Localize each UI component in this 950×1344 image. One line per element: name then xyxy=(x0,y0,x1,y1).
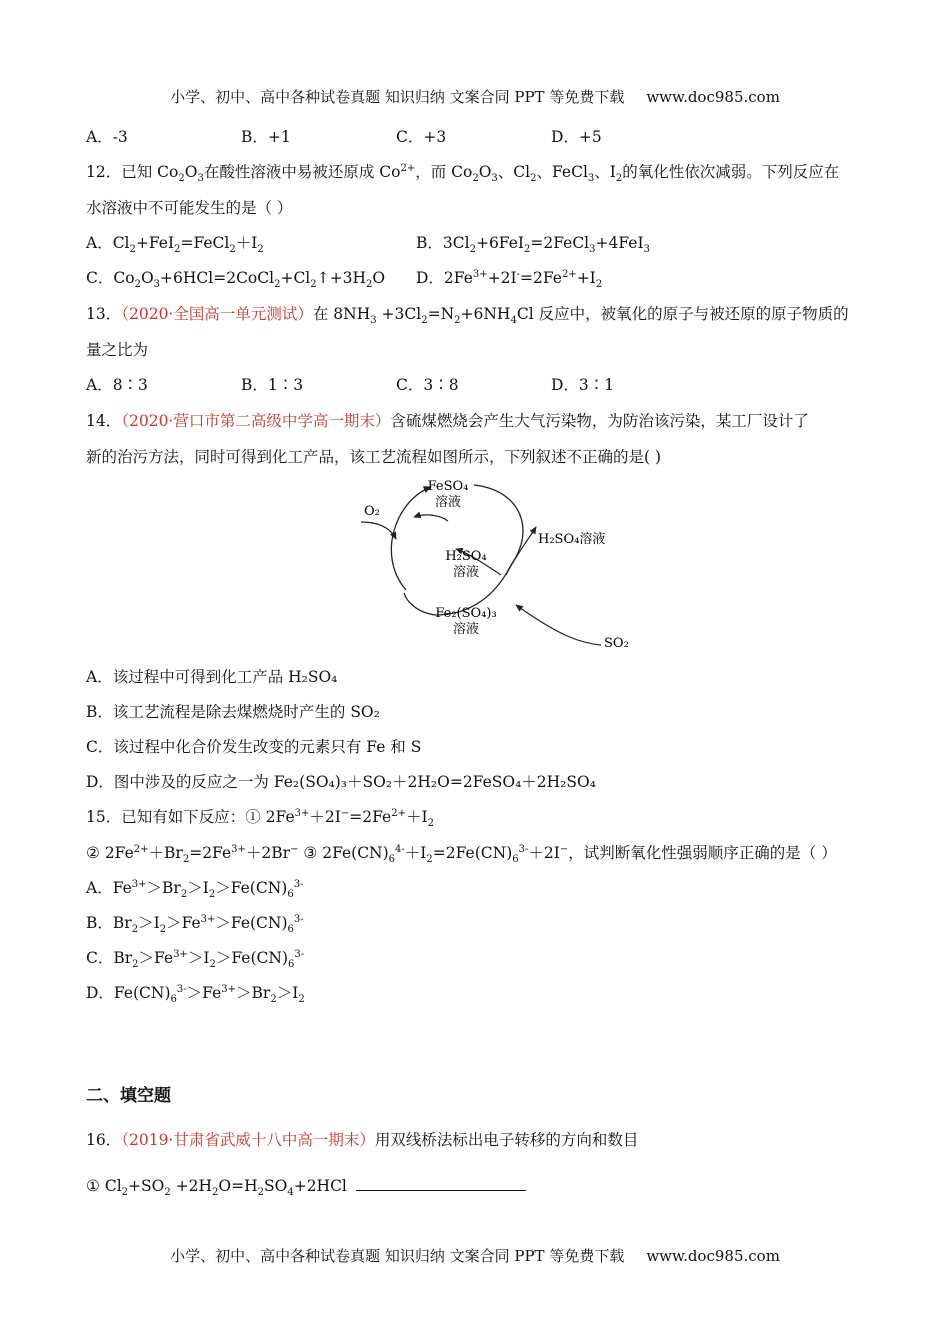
label-h2so4-mid-solution: 溶液 xyxy=(452,565,480,580)
q13-stem-line1: 13．（2020·全国高一单元测试）在 $8NH_3 +3Cl_2=N_2+6NH_4Cl$ 反应中，被氧化的原子与被还原的原子物质的 xyxy=(86,305,849,327)
q12-stem-line1: 12．已知 $Co_2O_3$在酸性溶液中易被还原成 $Co^{2+}$，而 $Co_2O_3$、$Cl_2$、FeCl$_3$、$I_2$的氧化性依次减弱。下列反应在 xyxy=(86,162,840,185)
q11-options xyxy=(86,126,706,148)
q13-option-a: A．8∶3 xyxy=(86,376,148,394)
q15-option-a: A．$Fe^{3+}>Br_2>I_2>Fe(CN)_6^{3-}$ xyxy=(86,878,304,901)
q12-options-ab xyxy=(86,232,650,254)
label-h2so4-product: H₂SO₄溶液 xyxy=(538,532,606,547)
q16-source: （2019·甘肃省武威十八中高一期末） xyxy=(121,1131,375,1149)
q12-option-c: C．$Co_2O_3+6HCl=2CoCl_2+Cl_2↑+3H_2O$ xyxy=(86,269,386,291)
q16-equation-1: ① $Cl_2+SO_2 +2H_2O=H_2SO_4+2HCl$ xyxy=(86,1174,526,1197)
label-fe2so43-solution: 溶液 xyxy=(452,622,480,637)
h2so4-output-arrow xyxy=(506,527,536,575)
q14-stem-line1: 14．（2020·营口市第二高级中学高一期末）含硫煤燃烧会产生大气污染物，为防治该污染，某工厂设计了 xyxy=(86,412,809,430)
label-feso4: FeSO₄ xyxy=(427,479,469,494)
q15-stem-line2: ② $2Fe^{2+}+Br_2=2Fe^{3+}+2Br^-$ ③ $2Fe(CN)_6^{4-}+I_2=2Fe(CN)_6^{3-}+2I^-$，试判断氧化性强弱顺序正确的是（ ） xyxy=(86,843,837,866)
header-text: 小学、初中、高中各种试卷真题 知识归纳 文案合同 PPT 等免费下载 xyxy=(170,88,625,106)
q14-stem-line2: 新的治污方法，同时可得到化工产品，该工艺流程如图所示，下列叙述不正确的是( ) xyxy=(86,448,662,466)
q14-process-diagram xyxy=(356,475,696,650)
q13-stem-line2: 量之比为 xyxy=(86,341,149,359)
h2so4-recycle-arrow xyxy=(414,515,448,521)
q12-option-d: D．$2Fe^{3+}+2I^-=2Fe^{2+}+I_2$ xyxy=(416,268,603,291)
q14-option-a: A．该过程中可得到化工产品 H₂SO₄ xyxy=(86,668,338,686)
q15-option-b: B．$Br_2>I_2>Fe^{3+}>Fe(CN)_6^{3-}$ xyxy=(86,913,304,936)
q13-option-d: D．3∶1 xyxy=(551,376,615,394)
o2-input-arrow xyxy=(361,522,396,539)
q11-option-d: D．+5 xyxy=(551,128,602,146)
q13-options xyxy=(86,374,706,396)
q15-option-c: C．$Br_2>Fe^{3+}>I_2>Fe(CN)_6^{3-}$ xyxy=(86,948,305,971)
cycle-arrow-left-up xyxy=(391,487,431,590)
q12-option-b: B．$3Cl_2+6FeI_2=2FeCl_3+4FeI_3$ xyxy=(416,234,650,256)
label-h2so4-mid: H₂SO₄ xyxy=(445,549,487,564)
q15-option-d: D．$Fe(CN)_6^{3-}>Fe^{3+}>Br_2>I_2$ xyxy=(86,983,305,1006)
q14-option-d: D．图中涉及的反应之一为 Fe₂(SO₄)₃＋SO₂＋2H₂O=2FeSO₄＋2H₂SO₄ xyxy=(86,773,596,791)
label-fe2so43: Fe₂(SO₄)₃ xyxy=(435,606,497,621)
label-feso4-solution: 溶液 xyxy=(434,495,462,510)
header-url[interactable]: www.doc985.com xyxy=(646,88,780,106)
label-so2: SO₂ xyxy=(604,636,629,650)
q14-source: （2020·营口市第二高级中学高一期末） xyxy=(121,412,391,430)
page-footer xyxy=(0,1245,950,1266)
q13-option-c: C．3∶8 xyxy=(396,376,459,394)
answer-blank[interactable] xyxy=(356,1174,526,1191)
footer-text: 小学、初中、高中各种试卷真题 知识归纳 文案合同 PPT 等免费下载 xyxy=(170,1247,625,1265)
label-o2: O₂ xyxy=(364,504,380,519)
so2-input-arrow xyxy=(516,605,601,645)
q16-stem: 16．（2019·甘肃省武威十八中高一期末）用双线桥法标出电子转移的方向和数目 xyxy=(86,1131,639,1149)
footer-url[interactable]: www.doc985.com xyxy=(646,1247,780,1265)
q13-option-b: B．1∶3 xyxy=(241,376,304,394)
q12-option-a: A．$Cl_2+FeI_2=FeCl_2+I_2$ xyxy=(86,234,264,256)
page-header xyxy=(0,86,950,107)
q12-stem-line2: 水溶液中不可能发生的是（ ） xyxy=(86,199,293,217)
q11-option-c: C．+3 xyxy=(396,128,447,146)
q13-source: （2020·全国高一单元测试） xyxy=(121,305,313,323)
q14-option-c: C．该过程中化合价发生改变的元素只有 Fe 和 S xyxy=(86,738,422,756)
q14-option-b: B．该工艺流程是除去煤燃烧时产生的 SO₂ xyxy=(86,703,380,721)
q11-option-a: A．-3 xyxy=(86,128,128,146)
q11-option-b: B．+1 xyxy=(241,128,291,146)
section-2-heading: 二、填空题 xyxy=(86,1086,171,1106)
q12-options-cd xyxy=(86,267,602,289)
q15-stem-line1: 15．已知有如下反应：① $2Fe^{3+}+2I^-=2Fe^{2+}+I_2$ xyxy=(86,807,434,830)
